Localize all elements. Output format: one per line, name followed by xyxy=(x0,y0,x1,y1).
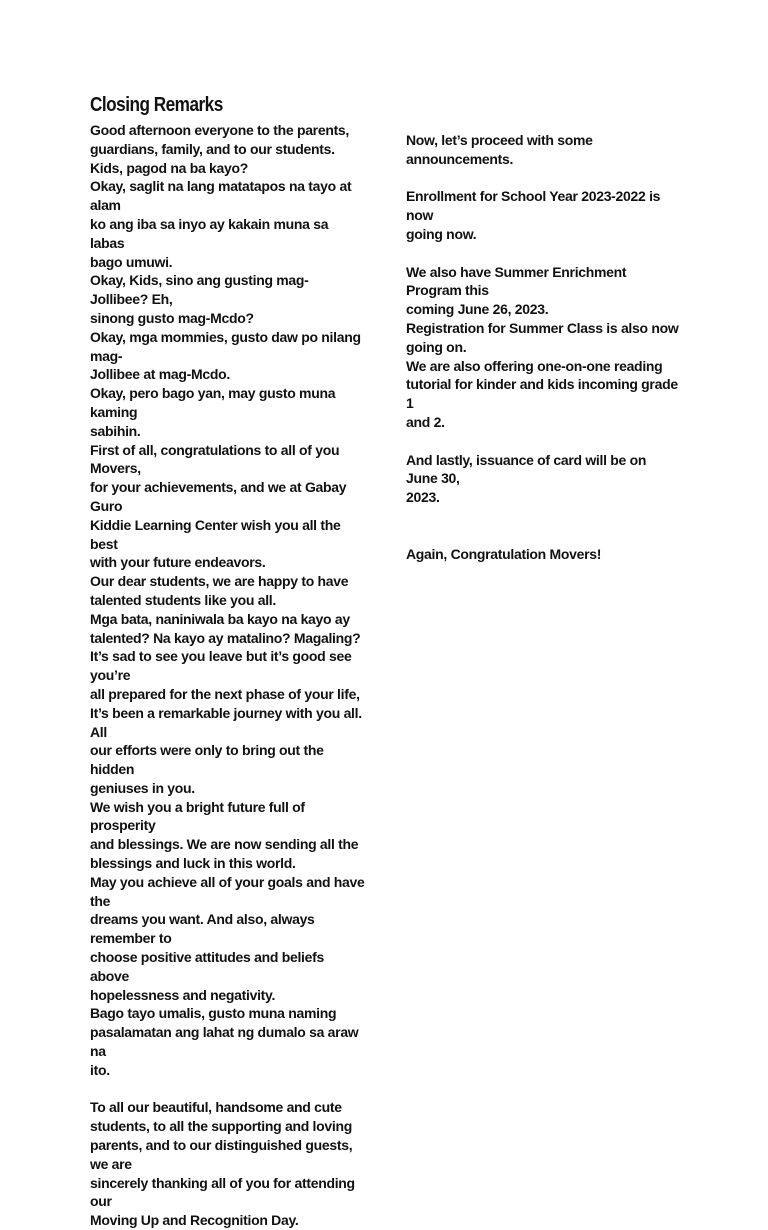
text-line: going on. xyxy=(406,338,467,355)
text-line: coming June 26, 2023. xyxy=(406,301,549,318)
text-line: We wish you a bright future full of prosperity xyxy=(90,798,305,834)
text-line: Okay, mga mommies, gusto daw po nilang mag- xyxy=(90,328,361,364)
text-line: sabihin. xyxy=(90,422,141,439)
text-line: choose positive attitudes and beliefs above xyxy=(90,949,324,984)
enrollment-announcement xyxy=(406,187,681,243)
text-line: Our dear students, we are happy to have xyxy=(90,573,349,590)
right-column xyxy=(406,131,681,563)
text-line: guardians, family, and to our students. xyxy=(90,140,335,157)
text-line: ito. xyxy=(90,1061,110,1078)
text-line: and blessings. We are now sending all the xyxy=(90,836,359,853)
text-line: We also have Summer Enrichment Program this xyxy=(406,263,627,299)
text-line: going now. xyxy=(406,225,477,242)
text-line: parents, and to our distinguished guests, we are xyxy=(90,1137,353,1172)
text-line: pasalamatan ang lahat ng dumalo sa araw na xyxy=(90,1024,359,1060)
text-line: Mga bata, naniniwala ba kayo na kayo ay xyxy=(90,610,350,627)
text-line: talented students like you all. xyxy=(90,591,276,608)
paragraph-spacer xyxy=(406,244,681,263)
text-line: And lastly, issuance of card will be on June 30, xyxy=(406,451,647,487)
text-line: To all our beautiful, handsome and cute xyxy=(90,1099,342,1116)
paragraph-spacer xyxy=(406,507,681,545)
remarks-paragraph xyxy=(90,121,365,1080)
text-line: Enrollment for School Year 2023-2022 is now xyxy=(406,188,661,224)
text-line: geniuses in you. xyxy=(90,779,195,796)
text-line: Good afternoon everyone to the parents, xyxy=(90,122,350,138)
text-line: students, to all the supporting and loving xyxy=(90,1118,352,1135)
paragraph-spacer xyxy=(406,432,681,451)
text-line: with your future endeavors. xyxy=(90,554,266,571)
text-line: talented? Na kayo ay matalino? Magaling? xyxy=(90,629,361,646)
text-line: sinong gusto mag-Mcdo? xyxy=(90,309,254,326)
card-issuance-announcement xyxy=(406,451,681,507)
text-line: Moving Up and Recognition Day. xyxy=(90,1212,299,1229)
text-line: It’s been a remarkable journey with you all. All xyxy=(90,704,362,740)
thank-you-paragraph xyxy=(90,1098,365,1230)
text-line: all prepared for the next phase of your life, xyxy=(90,685,360,702)
text-line: May you achieve all of your goals and have the xyxy=(90,873,365,909)
text-line: for your achievements, and we at Gabay Guro xyxy=(90,479,347,514)
summer-program-announcement xyxy=(406,263,681,432)
text-line: Kiddie Learning Center wish you all the best xyxy=(90,516,341,552)
final-congratulation xyxy=(406,545,681,564)
text-line: Okay, saglit na lang matatapos na tayo at alam xyxy=(90,178,352,214)
text-line: 2023. xyxy=(406,489,440,506)
text-line: We are also offering one-on-one reading xyxy=(406,357,663,374)
text-line: Again, Congratulation Movers! xyxy=(406,545,602,562)
text-line: bago umuwi. xyxy=(90,253,173,270)
text-line: Okay, pero bago yan, may gusto muna kaming xyxy=(90,385,336,420)
text-line: dreams you want. And also, always remember to xyxy=(90,911,315,947)
text-line: Okay, Kids, sino ang gusting mag-Jollibee? Eh, xyxy=(90,272,309,308)
text-line: First of all, congratulations to all of you Movers, xyxy=(90,441,340,477)
text-line: ko ang iba sa inyo ay kakain muna sa labas xyxy=(90,215,329,251)
paragraph-spacer xyxy=(406,169,681,188)
text-line: and 2. xyxy=(406,413,445,430)
text-line: Jollibee at mag-Mcdo. xyxy=(90,366,230,383)
text-line: Registration for Summer Class is also now xyxy=(406,319,679,336)
text-line: our efforts were only to bring out the hidden xyxy=(90,742,324,778)
text-line: tutorial for kinder and kids incoming grade 1 xyxy=(406,376,678,412)
announcement-intro xyxy=(406,131,681,169)
text-line: It’s sad to see you leave but it’s good see you’re xyxy=(90,648,352,684)
text-line: hopelessness and negativity. xyxy=(90,986,276,1003)
text-line: sincerely thanking all of you for attending our xyxy=(90,1174,355,1210)
text-line: Now, let’s proceed with some announcements. xyxy=(406,132,593,167)
text-line: Kids, pagod na ba kayo? xyxy=(90,159,249,176)
left-column xyxy=(90,121,365,1230)
paragraph-spacer xyxy=(90,1080,365,1099)
text-line: Bago tayo umalis, gusto muna naming xyxy=(90,1005,337,1022)
text-line: blessings and luck in this world. xyxy=(90,855,296,872)
document-title: Closing Remarks xyxy=(90,94,223,116)
